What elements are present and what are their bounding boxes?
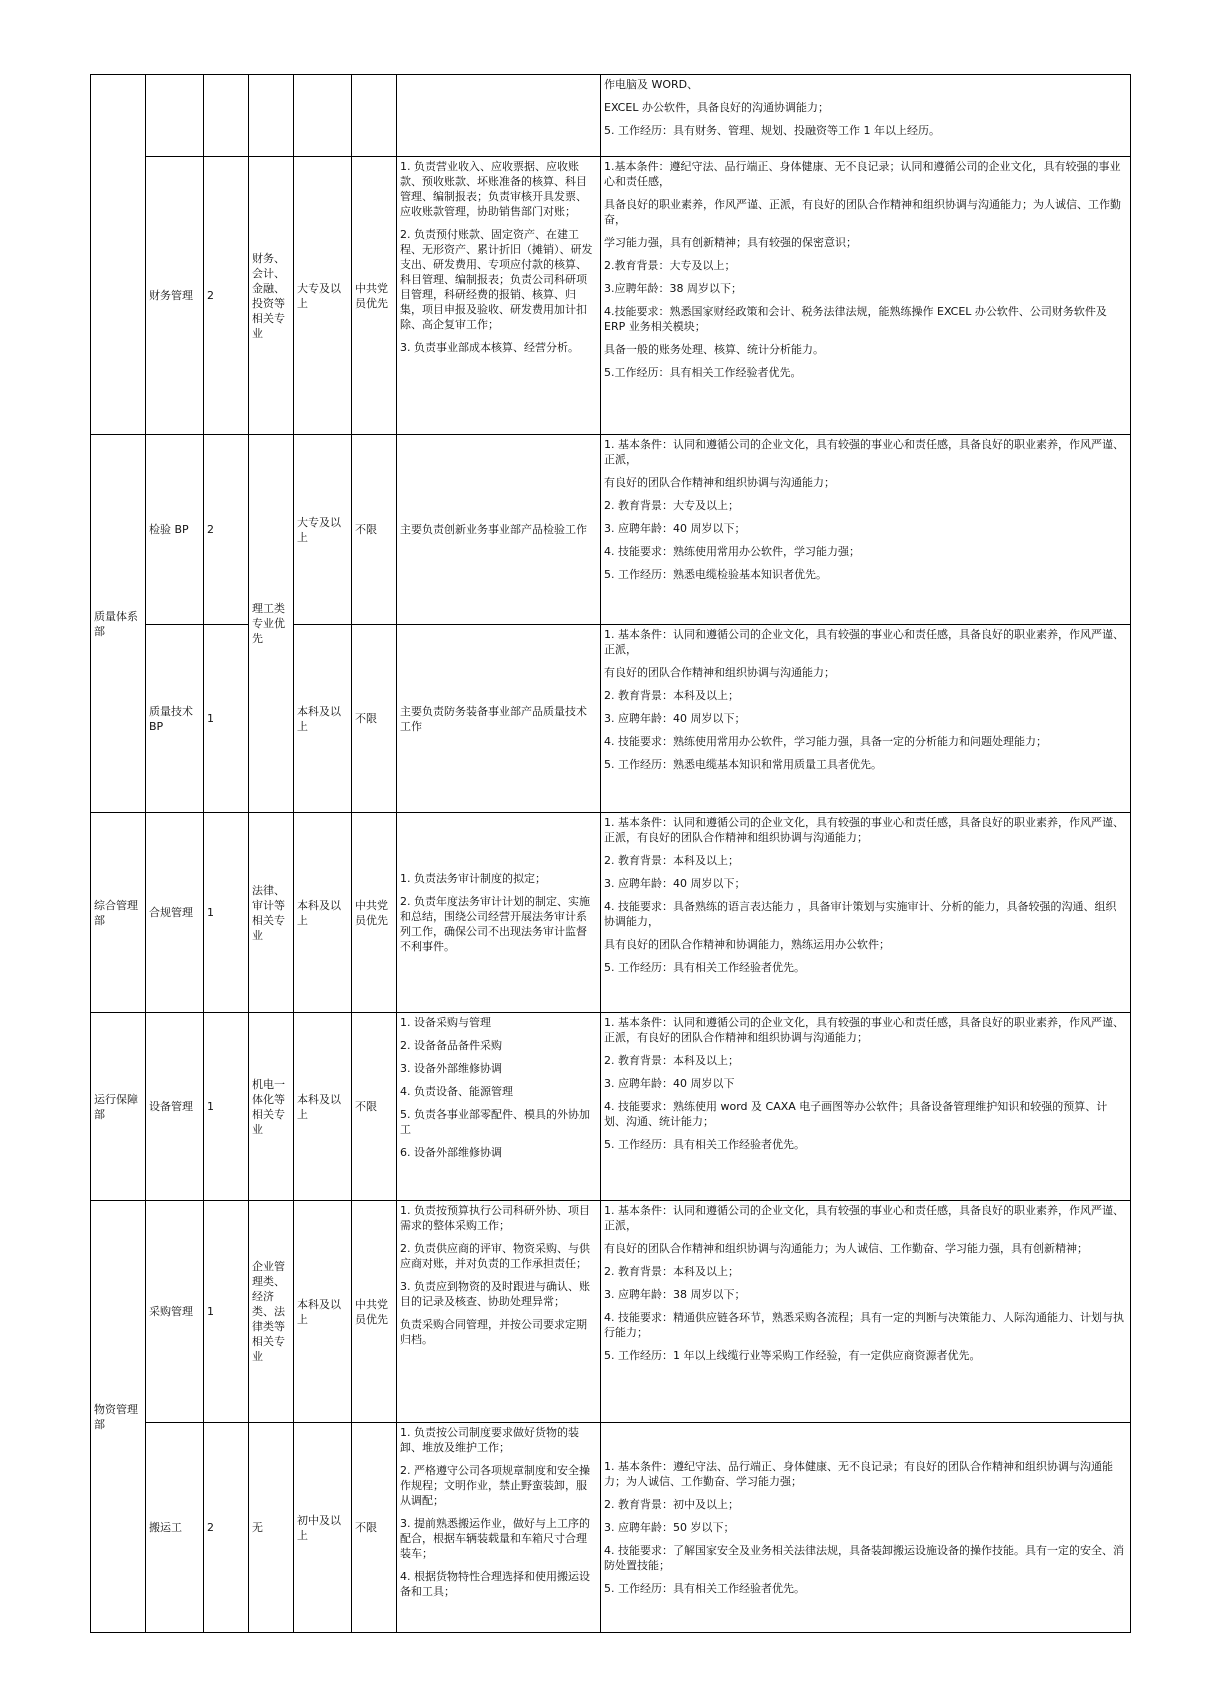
requirement-text: 有良好的团队合作精神和组织协调与沟通能力；为人诚信、工作勤奋、学习能力强，具有创新精神； xyxy=(604,1242,1088,1255)
position-cell: 质量技术 BP xyxy=(146,625,204,813)
dept-cell xyxy=(91,75,146,435)
duties-cell xyxy=(397,1423,601,1633)
duty-text: 2. 负责年度法务审计计划的制定、实施和总结，围绕公司经营开展法务审计系列工作，确保公司不出现法务审计监督不利事件。 xyxy=(400,895,590,953)
political-cell: 中共党员优先 xyxy=(352,1201,397,1423)
count-cell: 1 xyxy=(204,1201,249,1423)
duty-text: 3. 负责事业部成本核算、经营分析。 xyxy=(400,341,579,354)
requirement-text: 5. 工作经历：具有相关工作经验者优先。 xyxy=(604,1582,805,1595)
requirement-text: 具备良好的职业素养，作风严谨、正派，有良好的团队合作精神和组织协调与沟通能力；为人诚信、工作勤奋， xyxy=(604,198,1121,226)
requirement-text: 3.应聘年龄：38 周岁以下； xyxy=(604,282,742,295)
requirement-text: 4. 技能要求：熟练使用常用办公软件，学习能力强，具备一定的分析能力和问题处理能力； xyxy=(604,735,1047,748)
requirement-text: 作电脑及 WORD、 xyxy=(604,78,699,91)
count-cell: 1 xyxy=(204,1013,249,1201)
duty-text: 2. 严格遵守公司各项规章制度和安全操作规程；文明作业，禁止野蛮装卸，服从调配； xyxy=(400,1464,590,1507)
duty-text: 1. 设备采购与管理 xyxy=(400,1016,491,1029)
requirement-text: 2. 教育背景：本科及以上； xyxy=(604,1054,739,1067)
requirements-cell xyxy=(601,625,1131,813)
requirement-text: 5. 工作经历：熟悉电缆检验基本知识者优先。 xyxy=(604,568,827,581)
requirements-cell xyxy=(601,1423,1131,1633)
major-cell: 企业管理类、经济类、法律类等相关专业 xyxy=(249,1201,294,1423)
duty-text: 主要负责创新业务事业部产品检验工作 xyxy=(400,523,587,536)
dept-cell: 物资管理部 xyxy=(91,1201,146,1633)
requirement-text: 4. 技能要求：精通供应链各环节，熟悉采购各流程；具有一定的判断与决策能力、人际沟通能力、计划与执行能力； xyxy=(604,1311,1124,1339)
duties-cell xyxy=(397,435,601,625)
requirement-text: 4. 技能要求：熟练使用常用办公软件，学习能力强； xyxy=(604,545,860,558)
duty-text: 3. 设备外部维修协调 xyxy=(400,1062,502,1075)
major-cell xyxy=(249,75,294,157)
requirement-text: 5. 工作经历：熟悉电缆基本知识和常用质量工具者优先。 xyxy=(604,758,882,771)
major-cell: 法律、审计等相关专业 xyxy=(249,813,294,1013)
requirement-text: 4. 技能要求：熟练使用 word 及 CAXA 电子画图等办公软件；具备设备管理维护知识和较强的预算、计划、沟通、统计能力； xyxy=(604,1100,1108,1128)
requirement-text: 3. 应聘年龄：38 周岁以下； xyxy=(604,1288,746,1301)
requirement-text: 有良好的团队合作精神和组织协调与沟通能力； xyxy=(604,476,835,489)
requirements-cell xyxy=(601,75,1131,157)
position-cell: 搬运工 xyxy=(146,1423,204,1633)
duty-text: 2. 负责供应商的评审、物资采购、与供应商对账，并对负责的工作承担责任； xyxy=(400,1242,590,1270)
education-cell: 本科及以上 xyxy=(294,1201,352,1423)
requirement-text: 3. 应聘年龄：50 岁以下； xyxy=(604,1521,735,1534)
duty-text: 1. 负责法务审计制度的拟定； xyxy=(400,872,546,885)
table-row xyxy=(91,813,1131,1013)
duties-cell xyxy=(397,1013,601,1201)
requirement-text: 1. 基本条件：认同和遵循公司的企业文化，具有较强的事业心和责任感，具备良好的职业素养，作风严谨、正派， xyxy=(604,628,1124,656)
duty-text: 3. 提前熟悉搬运作业，做好与上工序的配合，根据车辆装载量和车箱尺寸合理装车； xyxy=(400,1517,590,1560)
political-cell: 不限 xyxy=(352,435,397,625)
table-row xyxy=(91,1013,1131,1201)
requirement-text: 3. 应聘年龄：40 周岁以下； xyxy=(604,522,746,535)
requirements-cell xyxy=(601,157,1131,435)
major-cell: 无 xyxy=(249,1423,294,1633)
duties-cell xyxy=(397,75,601,157)
count-cell: 2 xyxy=(204,157,249,435)
dept-cell: 综合管理部 xyxy=(91,813,146,1013)
requirement-text: 1. 基本条件：遵纪守法、品行端正、身体健康、无不良记录；有良好的团队合作精神和组织协调与沟通能力；为人诚信、工作勤奋、学习能力强； xyxy=(604,1460,1113,1488)
education-cell: 本科及以上 xyxy=(294,813,352,1013)
table-row xyxy=(91,625,1131,813)
requirement-text: 2. 教育背景：本科及以上； xyxy=(604,689,739,702)
requirements-cell xyxy=(601,435,1131,625)
requirement-text: 5. 工作经历：具有相关工作经验者优先。 xyxy=(604,961,805,974)
duty-text: 2. 负责预付账款、固定资产、在建工程、无形资产、累计折旧（摊销）、研发支出、研发费用、专项应付款的核算、科目管理、编制报表；负责公司科研项目管理，科研经费的报销、核算、归集，项目申报及验收、研发费用加计扣除、高企复审工作； xyxy=(400,228,593,331)
duty-text: 1. 负责按公司制度要求做好货物的装卸、堆放及维护工作； xyxy=(400,1426,579,1454)
requirement-text: 3. 应聘年龄：40 周岁以下； xyxy=(604,712,746,725)
requirements-cell xyxy=(601,813,1131,1013)
education-cell: 大专及以上 xyxy=(294,435,352,625)
requirement-text: 5.工作经历：具有相关工作经验者优先。 xyxy=(604,366,802,379)
position-cell: 合规管理 xyxy=(146,813,204,1013)
job-requirements-table xyxy=(90,74,1131,1633)
requirements-cell xyxy=(601,1013,1131,1201)
requirement-text: 5. 工作经历：具有相关工作经验者优先。 xyxy=(604,1138,805,1151)
duties-cell xyxy=(397,1201,601,1423)
requirement-text: 3. 应聘年龄：40 周岁以下 xyxy=(604,1077,735,1090)
political-cell: 不限 xyxy=(352,1013,397,1201)
table-row xyxy=(91,75,1131,157)
requirement-text: 5. 工作经历：具有财务、管理、规划、投融资等工作 1 年以上经历。 xyxy=(604,124,940,137)
duty-text: 主要负责防务装备事业部产品质量技术工作 xyxy=(400,704,587,733)
requirement-text: 1. 基本条件：认同和遵循公司的企业文化，具有较强的事业心和责任感，具备良好的职业素养，作风严谨、正派， xyxy=(604,438,1124,466)
duty-text: 5. 负责各事业部零配件、模具的外协加工 xyxy=(400,1108,590,1136)
requirement-text: 有良好的团队合作精神和组织协调与沟通能力； xyxy=(604,666,835,679)
requirements-cell xyxy=(601,1201,1131,1423)
count-cell: 2 xyxy=(204,435,249,625)
education-cell: 本科及以上 xyxy=(294,625,352,813)
requirement-text: 1.基本条件：遵纪守法、品行端正、身体健康、无不良记录；认同和遵循公司的企业文化，具有较强的事业心和责任感， xyxy=(604,160,1121,188)
political-cell xyxy=(352,75,397,157)
requirement-text: 4.技能要求：熟悉国家财经政策和会计、税务法律法规，能熟练操作 EXCEL 办公软件、公司财务软件及 ERP 业务相关模块； xyxy=(604,305,1107,333)
duty-text: 4. 负责设备、能源管理 xyxy=(400,1085,513,1098)
count-cell: 2 xyxy=(204,1423,249,1633)
table-row xyxy=(91,1423,1131,1633)
requirement-text: 1. 基本条件：认同和遵循公司的企业文化，具有较强的事业心和责任感，具备良好的职业素养，作风严谨、正派， xyxy=(604,1204,1124,1232)
requirement-text: 5. 工作经历：1 年以上线缆行业等采购工作经验，有一定供应商资源者优先。 xyxy=(604,1349,981,1362)
position-cell: 检验 BP xyxy=(146,435,204,625)
requirement-text: 2. 教育背景：初中及以上； xyxy=(604,1498,739,1511)
position-cell: 采购管理 xyxy=(146,1201,204,1423)
duties-cell xyxy=(397,813,601,1013)
requirement-text: 1. 基本条件：认同和遵循公司的企业文化，具有较强的事业心和责任感，具备良好的职业素养，作风严谨、正派，有良好的团队合作精神和组织协调与沟通能力； xyxy=(604,1016,1124,1044)
duty-text: 1. 负责按预算执行公司科研外协、项目需求的整体采购工作； xyxy=(400,1204,590,1232)
position-cell: 财务管理 xyxy=(146,157,204,435)
political-cell: 中共党员优先 xyxy=(352,813,397,1013)
table-row xyxy=(91,1201,1131,1423)
position-cell: 设备管理 xyxy=(146,1013,204,1201)
political-cell: 不限 xyxy=(352,1423,397,1633)
requirement-text: 4. 技能要求：了解国家安全及业务相关法律法规，具备装卸搬运设施设备的操作技能。具有一定的安全、消防处置技能； xyxy=(604,1544,1124,1572)
duty-text: 4. 根据货物特性合理选择和使用搬运设备和工具； xyxy=(400,1570,590,1598)
requirement-text: 2. 教育背景：本科及以上； xyxy=(604,854,739,867)
education-cell xyxy=(294,75,352,157)
dept-cell: 运行保障部 xyxy=(91,1013,146,1201)
table-row xyxy=(91,435,1131,625)
duty-text: 负责采购合同管理，并按公司要求定期归档。 xyxy=(400,1318,587,1346)
political-cell: 中共党员优先 xyxy=(352,157,397,435)
duties-cell xyxy=(397,157,601,435)
duty-text: 2. 设备备品备件采购 xyxy=(400,1039,502,1052)
requirement-text: 2. 教育背景：大专及以上； xyxy=(604,499,739,512)
requirement-text: 4. 技能要求：具备熟练的语言表达能力 ，具备审计策划与实施审计、分析的能力，具备较强的沟通、组织协调能力， xyxy=(604,900,1117,928)
requirement-text: 1. 基本条件：认同和遵循公司的企业文化，具有较强的事业心和责任感，具备良好的职业素养，作风严谨、正派，有良好的团队合作精神和组织协调与沟通能力； xyxy=(604,816,1124,844)
duty-text: 1. 负责营业收入、应收票据、应收账款、预收账款、坏账准备的核算、科目管理、编制报表；负责审核开具发票、应收账款管理，协助销售部门对账； xyxy=(400,160,587,218)
major-cell: 理工类专业优先 xyxy=(249,435,294,813)
political-cell: 不限 xyxy=(352,625,397,813)
major-cell: 机电一体化等相关专业 xyxy=(249,1013,294,1201)
count-cell xyxy=(204,75,249,157)
requirement-text: 具备一般的账务处理、核算、统计分析能力。 xyxy=(604,343,824,356)
duty-text: 3. 负责应到物资的及时跟进与确认、账目的记录及核查、协助处理异常； xyxy=(400,1280,590,1308)
requirement-text: 2.教育背景：大专及以上； xyxy=(604,259,736,272)
count-cell: 1 xyxy=(204,625,249,813)
requirement-text: 2. 教育背景：本科及以上； xyxy=(604,1265,739,1278)
major-cell: 财务、会计、金融、投资等相关专业 xyxy=(249,157,294,435)
requirement-text: 具有良好的团队合作精神和协调能力，熟练运用办公软件； xyxy=(604,938,890,951)
education-cell: 初中及以上 xyxy=(294,1423,352,1633)
duty-text: 6. 设备外部维修协调 xyxy=(400,1146,502,1159)
count-cell: 1 xyxy=(204,813,249,1013)
table-row xyxy=(91,157,1131,435)
education-cell: 本科及以上 xyxy=(294,1013,352,1201)
requirement-text: 学习能力强，具有创新精神；具有较强的保密意识； xyxy=(604,236,857,249)
requirement-text: EXCEL 办公软件，具备良好的沟通协调能力； xyxy=(604,101,829,114)
duties-cell xyxy=(397,625,601,813)
education-cell: 大专及以上 xyxy=(294,157,352,435)
dept-cell: 质量体系部 xyxy=(91,435,146,813)
position-cell xyxy=(146,75,204,157)
requirement-text: 3. 应聘年龄：40 周岁以下； xyxy=(604,877,746,890)
